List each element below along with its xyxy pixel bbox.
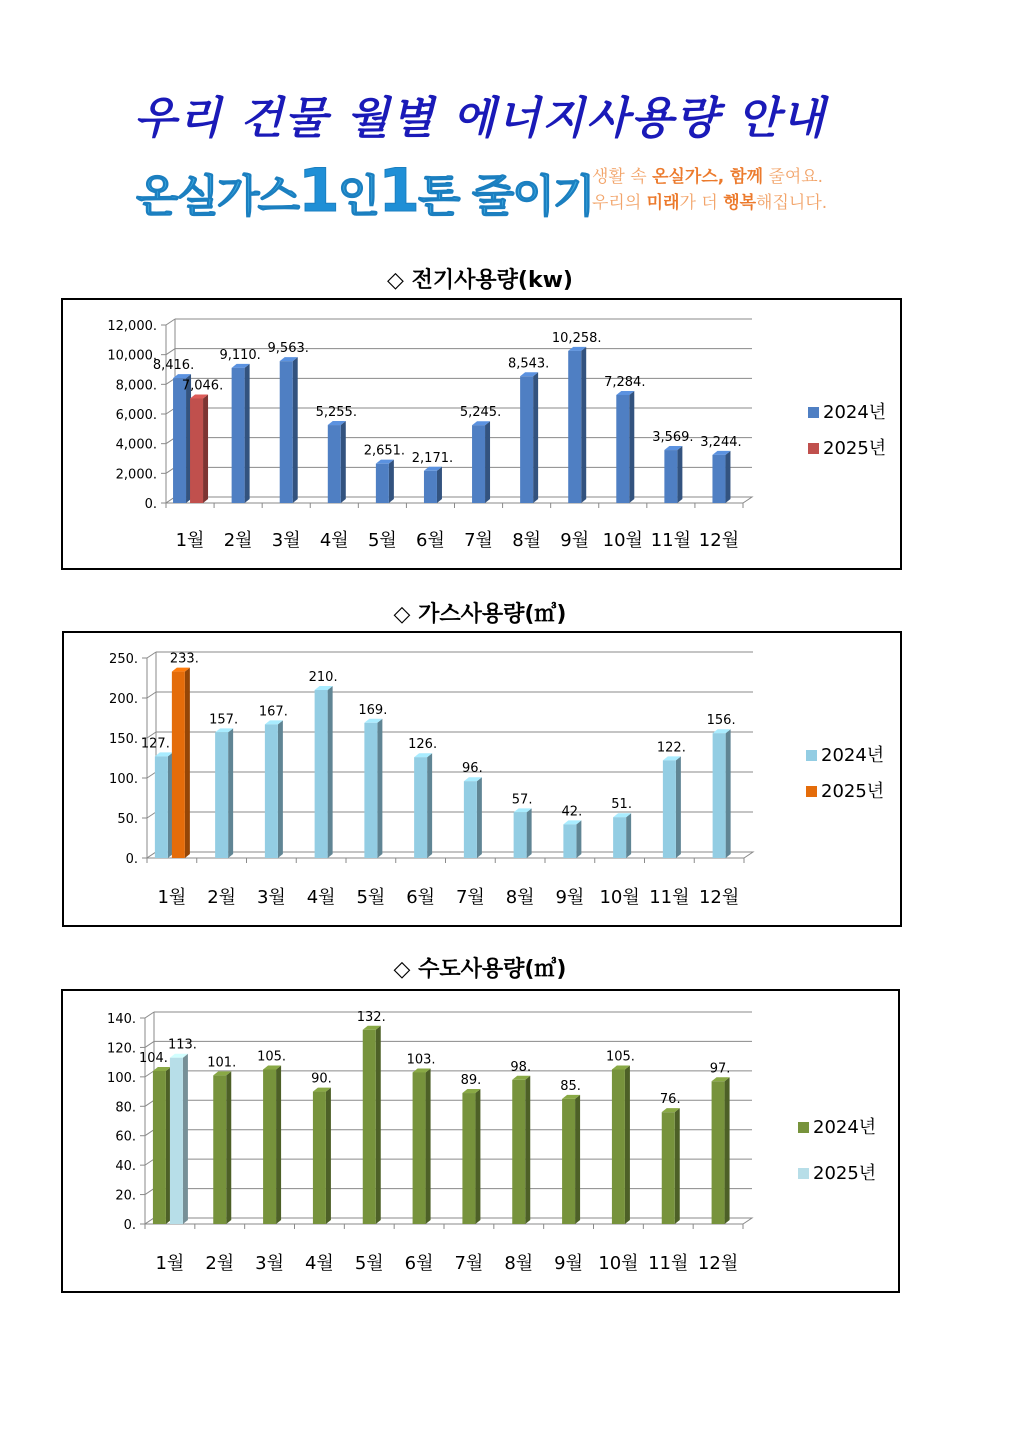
bar-2024-front bbox=[265, 724, 278, 858]
sub-text: 생활 속 bbox=[592, 167, 653, 187]
bar-2024 bbox=[265, 720, 283, 858]
x-category-label: 1월 bbox=[155, 1253, 185, 1274]
bar-2024-front bbox=[315, 690, 328, 858]
data-label: 8,543. bbox=[507, 356, 550, 372]
bar-2024-front bbox=[280, 361, 293, 503]
data-label: 2,651. bbox=[363, 443, 406, 459]
legend-item bbox=[806, 744, 884, 766]
chart-floor bbox=[145, 1218, 752, 1224]
bar-2024-front bbox=[153, 1071, 166, 1224]
bar-2024 bbox=[662, 1108, 680, 1224]
gridline-diagonal bbox=[145, 1041, 154, 1047]
gridline-diagonal bbox=[145, 1159, 154, 1165]
bar-2024-front bbox=[363, 1030, 376, 1224]
bar-2024-side bbox=[426, 1068, 431, 1224]
gridline-diagonal bbox=[147, 812, 156, 818]
gas-chart bbox=[62, 631, 902, 927]
bar-2024-front bbox=[613, 817, 626, 858]
data-label: 42. bbox=[561, 804, 583, 820]
bar-2024-front bbox=[664, 450, 677, 503]
bar-2024 bbox=[712, 451, 730, 503]
plot-area bbox=[109, 652, 753, 867]
x-category-label: 6월 bbox=[404, 1253, 434, 1274]
bar-2024-front bbox=[313, 1092, 326, 1224]
bar-2024-side bbox=[427, 753, 432, 858]
data-label: 103. bbox=[406, 1052, 436, 1068]
bar-2025-front bbox=[170, 1058, 183, 1224]
bar-2024 bbox=[414, 753, 432, 858]
banner-slogan-part: 인 bbox=[337, 171, 379, 222]
legend-label: 2024년 bbox=[823, 402, 887, 423]
data-label: 5,245. bbox=[459, 405, 502, 421]
bar-2024-front bbox=[328, 425, 341, 503]
x-category-label: 5월 bbox=[367, 530, 397, 551]
legend-item bbox=[798, 1162, 876, 1184]
bar-2024-front bbox=[232, 368, 245, 503]
y-tick-label: 80. bbox=[115, 1100, 136, 1116]
bar-2024 bbox=[712, 1077, 730, 1224]
bar-2024 bbox=[363, 1026, 381, 1224]
bar-2024-front bbox=[464, 781, 477, 858]
bar-2025-side bbox=[203, 394, 208, 503]
legend-label: 2025년 bbox=[821, 781, 885, 802]
bar-2024-front bbox=[612, 1070, 625, 1225]
bar-2024-side bbox=[581, 347, 586, 503]
legend-swatch bbox=[808, 407, 819, 418]
bar-2024-side bbox=[629, 391, 634, 503]
bar-2025 bbox=[170, 1054, 188, 1224]
bar-2024-side bbox=[575, 1095, 580, 1224]
x-category-label: 10월 bbox=[602, 530, 643, 551]
x-category-label: 4월 bbox=[319, 530, 349, 551]
x-category-label: 9월 bbox=[560, 530, 590, 551]
legend-item bbox=[798, 1116, 876, 1138]
bar-2024-side bbox=[389, 460, 394, 503]
bar-2024 bbox=[364, 719, 382, 858]
banner-slogan-number: 1 bbox=[378, 156, 419, 226]
data-label: 105. bbox=[257, 1049, 287, 1065]
data-label: 210. bbox=[308, 670, 338, 685]
sub-text: 우리의 bbox=[592, 193, 647, 213]
data-label: 96. bbox=[462, 761, 483, 777]
bar-2024-side bbox=[675, 1108, 680, 1224]
bar-2024-front bbox=[376, 464, 389, 503]
bar-2024 bbox=[664, 446, 682, 503]
gridline-diagonal bbox=[145, 1071, 154, 1077]
bar-2024-side bbox=[576, 820, 581, 858]
data-label: 9,563. bbox=[267, 341, 309, 357]
bar-2024-front bbox=[712, 455, 725, 503]
bar-2024-front bbox=[520, 376, 533, 503]
data-label: 51. bbox=[611, 797, 632, 813]
bar-2024 bbox=[472, 421, 490, 503]
bar-2024 bbox=[613, 813, 631, 858]
electricity-chart-svg bbox=[63, 300, 900, 568]
x-category-label: 11월 bbox=[648, 1253, 689, 1274]
data-label: 157. bbox=[209, 712, 239, 728]
banner-slogan bbox=[136, 156, 593, 226]
x-category-label: 9월 bbox=[555, 887, 585, 908]
gridline-diagonal bbox=[147, 772, 156, 778]
x-category-label: 1월 bbox=[175, 530, 205, 551]
bar-2024-side bbox=[341, 421, 346, 503]
gridline-diagonal bbox=[145, 1012, 154, 1018]
bar-2024-front bbox=[155, 756, 168, 858]
bar-2024 bbox=[328, 421, 346, 503]
legend-label: 2025년 bbox=[813, 1163, 877, 1184]
x-category-label: 3월 bbox=[256, 887, 286, 908]
legend-swatch bbox=[806, 750, 817, 761]
x-category-label: 2월 bbox=[207, 887, 237, 908]
bar-2024 bbox=[424, 467, 442, 503]
sub-text-highlight: 온실가스, 함께 bbox=[652, 167, 763, 187]
data-label: 101. bbox=[207, 1055, 237, 1071]
x-category-label: 8월 bbox=[512, 530, 542, 551]
bar-2024-front bbox=[472, 425, 485, 503]
x-category-label: 12월 bbox=[698, 530, 740, 551]
bar-2024 bbox=[413, 1068, 431, 1224]
legend-swatch bbox=[798, 1122, 809, 1133]
bar-2024-side bbox=[228, 728, 233, 858]
bar-2024-front bbox=[414, 757, 427, 858]
y-tick-label: 0. bbox=[125, 852, 138, 867]
bar-2024-side bbox=[226, 1071, 231, 1224]
bar-2024 bbox=[462, 1089, 480, 1224]
bar-2024-side bbox=[437, 467, 442, 503]
y-tick-label: 100. bbox=[107, 1070, 136, 1086]
bar-2024 bbox=[155, 752, 173, 858]
electricity-chart bbox=[61, 298, 902, 570]
bar-2025 bbox=[190, 394, 208, 503]
bar-2024-side bbox=[725, 451, 730, 503]
y-tick-label: 200. bbox=[109, 692, 138, 707]
sub-text-highlight: 행복 bbox=[723, 193, 757, 213]
bar-2024-front bbox=[173, 378, 186, 503]
bar-2025-side bbox=[185, 668, 190, 858]
y-tick-label: 6,000. bbox=[115, 408, 157, 423]
bar-2024-side bbox=[328, 686, 333, 858]
data-label: 104. bbox=[138, 1050, 168, 1066]
plot-area bbox=[107, 319, 752, 512]
x-category-label: 11월 bbox=[649, 887, 690, 908]
bar-2024-side bbox=[525, 1076, 530, 1224]
data-label: 7,046. bbox=[181, 378, 224, 394]
bar-2024-front bbox=[568, 351, 581, 503]
x-category-label: 1월 bbox=[157, 887, 187, 908]
bar-2024-side bbox=[527, 808, 532, 858]
electricity-chart-title: ◇ 전기사용량(kw) bbox=[387, 268, 573, 293]
bar-2024-front bbox=[462, 1093, 475, 1224]
banner-slogan-part: 톤 줄이기 bbox=[418, 171, 594, 222]
y-tick-label: 50. bbox=[117, 812, 138, 827]
y-tick-label: 20. bbox=[115, 1188, 136, 1204]
gridline-diagonal bbox=[145, 1189, 154, 1195]
bar-2025-front bbox=[172, 672, 185, 858]
data-label: 156. bbox=[706, 713, 736, 729]
x-category-label: 10월 bbox=[598, 1253, 639, 1274]
bar-2024 bbox=[612, 1066, 630, 1225]
bar-2024 bbox=[376, 460, 394, 503]
y-tick-label: 4,000. bbox=[115, 437, 157, 453]
legend-label: 2024년 bbox=[813, 1117, 877, 1138]
y-tick-label: 0. bbox=[123, 1218, 136, 1233]
bar-2024-front bbox=[562, 1099, 575, 1224]
bar-2024-front bbox=[712, 1081, 725, 1224]
y-tick-label: 8,000. bbox=[115, 378, 157, 394]
data-label: 3,569. bbox=[652, 430, 694, 446]
data-label: 97. bbox=[709, 1061, 731, 1077]
bar-2024 bbox=[280, 357, 298, 503]
data-label: 126. bbox=[408, 737, 438, 753]
bar-2024-side bbox=[326, 1088, 331, 1224]
data-label: 167. bbox=[258, 704, 288, 720]
bar-2024 bbox=[512, 1076, 530, 1224]
gridline-diagonal bbox=[166, 349, 175, 355]
data-label: 7,284. bbox=[604, 374, 646, 390]
sub-text-highlight: 미래 bbox=[646, 193, 680, 213]
bar-2024 bbox=[514, 808, 532, 858]
bar-2024-side bbox=[533, 372, 538, 503]
bar-2024-side bbox=[625, 1066, 630, 1225]
bar-2024-front bbox=[563, 824, 576, 858]
bar-2024-front bbox=[663, 760, 676, 858]
x-category-label: 7월 bbox=[454, 1253, 484, 1274]
x-category-label: 2월 bbox=[223, 530, 253, 551]
bar-2024-front bbox=[263, 1070, 276, 1225]
bar-2024 bbox=[173, 374, 191, 503]
bar-2024-front bbox=[662, 1112, 675, 1224]
data-label: 2,171. bbox=[411, 450, 454, 466]
water-chart-svg bbox=[63, 991, 898, 1291]
x-category-label: 8월 bbox=[504, 1253, 534, 1274]
bar-2024-front bbox=[713, 733, 726, 858]
campaign-banner bbox=[136, 150, 856, 230]
bar-2024-front bbox=[424, 471, 437, 503]
data-label: 122. bbox=[656, 740, 686, 756]
bar-2024-side bbox=[676, 756, 681, 858]
bar-2024-side bbox=[677, 446, 682, 503]
bar-2024 bbox=[232, 364, 250, 503]
bar-2024-front bbox=[364, 723, 377, 858]
x-category-label: 4월 bbox=[306, 887, 336, 908]
y-tick-label: 2,000. bbox=[115, 467, 157, 483]
y-tick-label: 140. bbox=[107, 1012, 136, 1027]
bar-2024 bbox=[213, 1071, 231, 1224]
banner-slogan-part: 온실가스 bbox=[136, 171, 299, 222]
bar-2024-side bbox=[245, 364, 250, 503]
legend-label: 2024년 bbox=[821, 745, 885, 766]
chart-floor bbox=[166, 497, 752, 503]
bar-2024-side bbox=[477, 777, 482, 858]
bar-2024 bbox=[663, 756, 681, 858]
bar-2024 bbox=[616, 391, 634, 503]
data-label: 10,258. bbox=[551, 330, 602, 346]
bar-2024-side bbox=[377, 719, 382, 858]
banner-slogan-number: 1 bbox=[298, 156, 338, 226]
x-category-label: 7월 bbox=[464, 530, 493, 551]
banner-subtext-line2 bbox=[592, 190, 827, 216]
x-category-label: 12월 bbox=[698, 887, 740, 908]
y-tick-label: 120. bbox=[107, 1041, 136, 1057]
page-title: 우리 건물 월별 에너지사용량 안내 bbox=[133, 93, 827, 144]
legend-label: 2025년 bbox=[823, 438, 887, 459]
x-category-label: 6월 bbox=[406, 887, 436, 908]
data-label: 8,416. bbox=[152, 358, 195, 374]
bar-2024-side bbox=[293, 357, 298, 503]
chart-floor bbox=[147, 852, 753, 858]
bar-2024-side bbox=[376, 1026, 381, 1224]
bar-2025-side bbox=[183, 1054, 188, 1224]
bar-2024 bbox=[313, 1088, 331, 1224]
data-label: 76. bbox=[659, 1092, 681, 1108]
bar-2024 bbox=[568, 347, 586, 503]
gridline-diagonal bbox=[145, 1130, 154, 1136]
gas-chart-title: ◇ 가스사용량(㎥) bbox=[393, 602, 567, 627]
x-category-label: 3월 bbox=[255, 1253, 285, 1274]
bar-2024 bbox=[520, 372, 538, 503]
data-label: 57. bbox=[511, 792, 533, 808]
bar-2024 bbox=[215, 728, 233, 858]
legend-item bbox=[808, 401, 886, 423]
legend-swatch bbox=[798, 1168, 809, 1179]
y-tick-label: 10,000. bbox=[107, 348, 157, 364]
data-label: 233. bbox=[169, 651, 199, 667]
x-category-label: 12월 bbox=[697, 1253, 739, 1274]
bar-2024-front bbox=[512, 1080, 525, 1224]
y-tick-label: 60. bbox=[115, 1129, 136, 1145]
data-label: 90. bbox=[311, 1071, 332, 1087]
plot-area bbox=[107, 1010, 752, 1233]
water-chart-title: ◇ 수도사용량(㎥) bbox=[393, 957, 567, 982]
data-label: 9,110. bbox=[219, 347, 261, 363]
data-label: 5,255. bbox=[315, 405, 357, 421]
data-label: 85. bbox=[560, 1078, 581, 1094]
y-tick-label: 100. bbox=[109, 772, 138, 787]
y-tick-label: 40. bbox=[115, 1159, 136, 1175]
bar-2024-front bbox=[616, 395, 629, 503]
data-label: 3,244. bbox=[700, 434, 742, 450]
gridline-diagonal bbox=[145, 1100, 154, 1106]
banner-subtext-line1 bbox=[592, 164, 827, 190]
gridline-diagonal bbox=[147, 692, 156, 698]
bar-2024-front bbox=[514, 812, 527, 858]
water-chart bbox=[61, 989, 900, 1293]
bar-2024-front bbox=[215, 732, 228, 858]
bar-2024 bbox=[153, 1067, 171, 1224]
sub-text: 가 더 bbox=[679, 193, 724, 213]
y-tick-label: 150. bbox=[109, 732, 138, 747]
bar-2024-side bbox=[475, 1089, 480, 1224]
y-tick-label: 250. bbox=[109, 652, 138, 667]
bar-2024 bbox=[464, 777, 482, 858]
bar-2024 bbox=[562, 1095, 580, 1224]
data-label: 169. bbox=[358, 702, 388, 718]
banner-subtext bbox=[592, 164, 827, 216]
data-label: 127. bbox=[140, 736, 170, 752]
sub-text: 해집니다. bbox=[756, 193, 828, 213]
bar-2024-front bbox=[413, 1072, 426, 1224]
bar-2024-front bbox=[213, 1075, 226, 1224]
x-category-label: 8월 bbox=[505, 887, 535, 908]
bar-2024-side bbox=[626, 813, 631, 858]
bar-2024-side bbox=[725, 1077, 730, 1224]
x-category-label: 5월 bbox=[354, 1253, 384, 1274]
x-category-label: 5월 bbox=[356, 887, 386, 908]
gas-chart-svg bbox=[64, 633, 900, 925]
bar-2025 bbox=[172, 668, 190, 858]
data-label: 132. bbox=[356, 1009, 386, 1025]
legend-item bbox=[806, 780, 884, 802]
bar-2025-front bbox=[190, 398, 203, 503]
data-label: 89. bbox=[460, 1073, 482, 1089]
x-category-label: 11월 bbox=[650, 530, 692, 551]
bar-2024-side bbox=[726, 729, 731, 858]
gridline-diagonal bbox=[166, 319, 175, 325]
data-label: 105. bbox=[605, 1049, 635, 1065]
x-category-label: 3월 bbox=[271, 530, 301, 551]
gridline-diagonal bbox=[147, 652, 156, 658]
legend-item bbox=[808, 437, 886, 459]
x-category-label: 9월 bbox=[554, 1253, 584, 1274]
x-category-label: 2월 bbox=[205, 1253, 235, 1274]
x-category-label: 4월 bbox=[304, 1253, 334, 1274]
bar-2024 bbox=[713, 729, 731, 858]
x-category-label: 6월 bbox=[416, 530, 445, 551]
x-category-label: 7월 bbox=[455, 887, 485, 908]
sub-text: 줄여요. bbox=[763, 167, 824, 187]
bar-2024-side bbox=[276, 1066, 281, 1225]
data-label: 98. bbox=[510, 1059, 532, 1075]
bar-2024-side bbox=[278, 720, 283, 858]
bar-2024 bbox=[263, 1066, 281, 1225]
legend-swatch bbox=[808, 443, 819, 454]
data-label: 113. bbox=[167, 1037, 197, 1053]
bar-2024 bbox=[563, 820, 581, 858]
legend-swatch bbox=[806, 786, 817, 797]
x-category-label: 10월 bbox=[599, 887, 640, 908]
y-tick-label: 12,000. bbox=[107, 319, 157, 334]
bar-2024 bbox=[315, 686, 333, 858]
bar-2024-side bbox=[485, 421, 490, 503]
y-tick-label: 0. bbox=[144, 497, 157, 512]
